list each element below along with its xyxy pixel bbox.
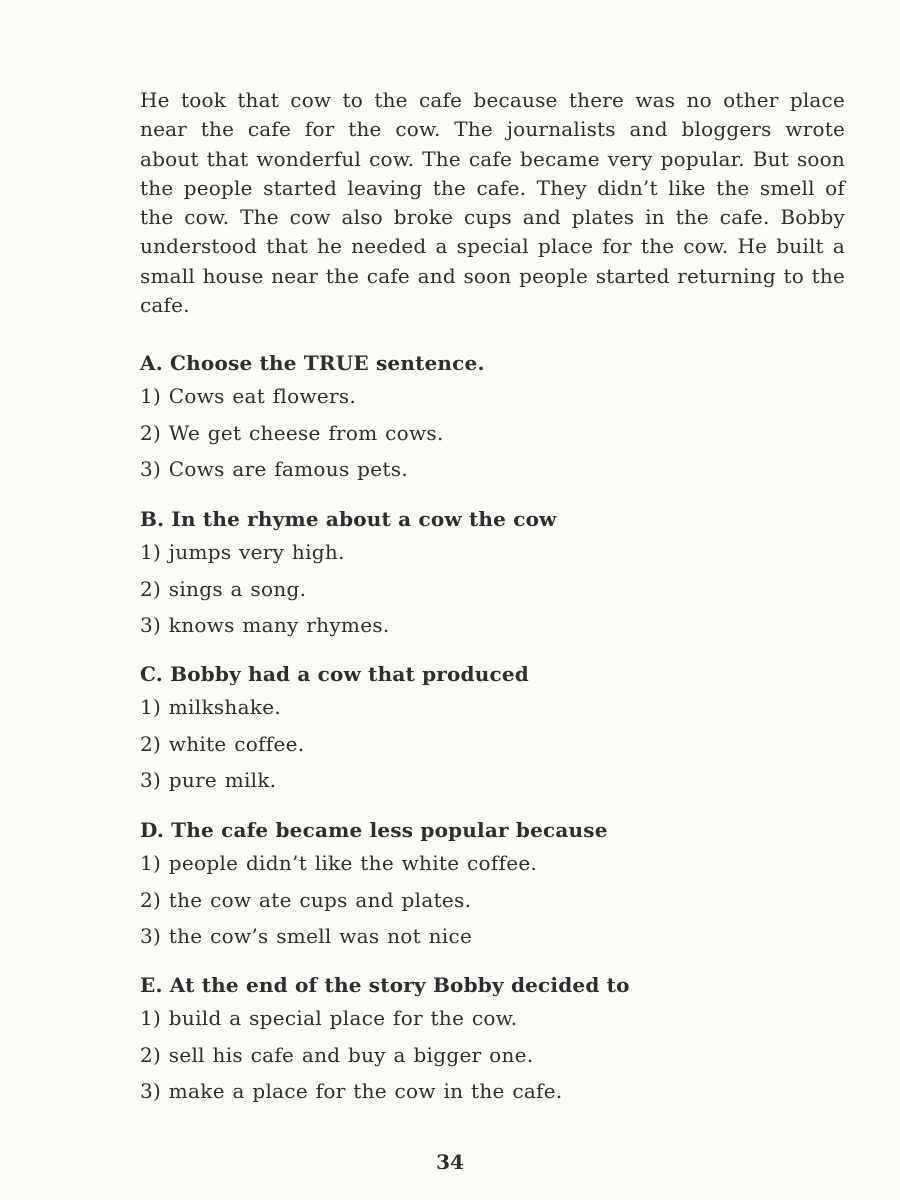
question-e xyxy=(140,973,845,1116)
answer-option: 1) Cows eat flowers. xyxy=(140,384,357,408)
question-a xyxy=(140,351,845,494)
answer-option: 2) the cow ate cups and plates. xyxy=(140,887,472,912)
answer-option: 1) jumps very high. xyxy=(140,540,345,564)
answer-options xyxy=(140,1006,845,1103)
question-stem: A. Choose the TRUE sentence. xyxy=(140,351,485,375)
answer-option: 2) sell his cafe and buy a bigger one. xyxy=(140,1042,534,1067)
question-stem: C. Bobby had a cow that produced xyxy=(140,662,529,686)
page-number: 34 xyxy=(436,1150,464,1174)
answer-option: 1) milkshake. xyxy=(140,695,282,719)
question-stem: B. In the rhyme about a cow the cow xyxy=(140,507,557,531)
question-stem: E. At the end of the story Bobby decided to xyxy=(140,973,630,997)
answer-option: 2) white coffee. xyxy=(140,731,305,756)
reading-passage: He took that cow to the cafe because there was no other place near the cafe for the cow. The journalists and bloggers wrote about that wonderful cow. The cafe became very popular. But soon the people started leaving the cafe. They didn’t like the smell of the cow. The cow also broke cups and plates in the cafe. Bobby understood that he needed a special place for the cow. He built a small house near the cafe and soon people started returning to the cafe. xyxy=(140,88,845,318)
answer-options xyxy=(140,695,845,792)
answer-option: 3) make a place for the cow in the cafe. xyxy=(140,1079,563,1103)
answer-options xyxy=(140,851,845,948)
answer-option: 2) sings a song. xyxy=(140,576,307,601)
question-b xyxy=(140,507,845,650)
question-d xyxy=(140,818,845,961)
answer-option: 3) pure milk. xyxy=(140,768,277,792)
answer-option: 1) build a special place for the cow. xyxy=(140,1006,518,1030)
answer-option: 2) We get cheese from cows. xyxy=(140,420,444,445)
answer-option: 3) Cows are famous pets. xyxy=(140,457,408,481)
answer-options xyxy=(140,540,845,637)
answer-options xyxy=(140,384,845,481)
answer-option: 1) people didn’t like the white coffee. xyxy=(140,851,538,875)
question-stem: D. The cafe became less popular because xyxy=(140,818,608,842)
answer-option: 3) knows many rhymes. xyxy=(140,613,390,637)
answer-option: 3) the cow’s smell was not nice xyxy=(140,924,473,948)
question-c xyxy=(140,662,845,805)
